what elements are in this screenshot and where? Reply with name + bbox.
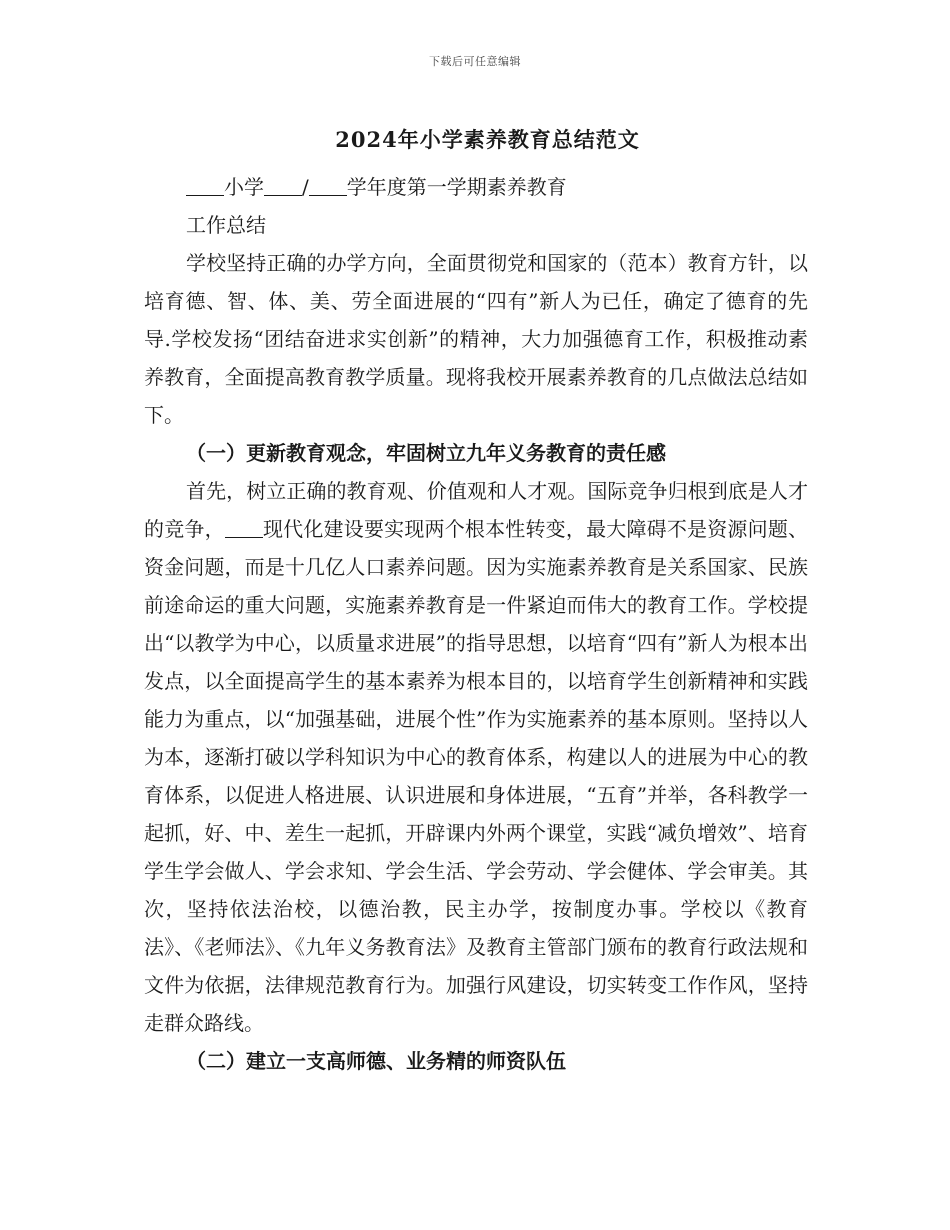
paragraph-text: 现代化建设要实现两个根本性转变，最大障碍不是资源问题、资金问题，而是十几亿人口素养问题。因为实施素养教育是关系国家、民族前途命运的重大问题，实施素养教育是一件紧迫而伟大的教育工作。学校提出“以教学为中心，以质量求进展”的指导思想，以培育“四有”新人为根本出发点，以全面提高学生的基本素养为根本目的，以培育学生创新精神和实践能力为重点，以“加强基础，进展个性”作为实施素养的基本原则。坚持以人为本，逐渐打破以学科知识为中心的教育体系，构建以人的进展为中心的教育体系，以促进人格进展、认识进展和身体进展，“五育”并举，各科教学一起抓，好、中、差生一起抓，开辟课内外两个课堂，实践“减负增效”、培育学生学会做人、学会求知、学会生活、学会劳动、学会健体、学会审美。其次，坚持依法治校，以德治教，民主办学，按制度办事。学校以《教育法》、《老师法》、《九年义务教育法》及教育主管部门颁布的教育行政法规和文件为依据，法律规范教育行为。加强行风建设，切实转变工作作风，坚持走群众路线。	[144, 517, 809, 1035]
paragraph-text: 首先，树立正确的教育观、价值观和人才观。国际竞争归根到底是人才的竞争，	[144, 479, 808, 541]
blank-field	[309, 175, 347, 196]
section-heading-2: （二）建立一支高师德、业务精的师资队伍	[186, 1049, 566, 1073]
subtitle-part: 小学	[224, 175, 264, 199]
subtitle-part: 学年度第一学期素养教育	[346, 175, 567, 199]
section1-paragraph	[144, 472, 808, 1042]
document-body	[144, 168, 808, 1080]
document-title: 2024年小学素养教育总结范文	[335, 127, 640, 152]
blank-field	[264, 175, 302, 196]
subtitle-part: /	[302, 175, 309, 199]
page-header-note: 下载后可任意编辑	[429, 55, 521, 68]
section-heading-1: （一）更新教育观念，牢固树立九年义务教育的责任感	[186, 441, 666, 465]
blank-field	[225, 517, 263, 538]
blank-field	[186, 175, 224, 196]
subtitle-line-2: 工作总结	[186, 213, 266, 237]
subtitle-line	[144, 168, 808, 206]
intro-paragraph: 学校坚持正确的办学方向，全面贯彻党和国家的（范本）教育方针，以培育德、智、体、美、劳全面进展的“四有”新人为已任，确定了德育的先导.学校发扬“团结奋进求实创新”的精神，大力加强德育工作，积极推动素养教育，全面提高教育教学质量。现将我校开展素养教育的几点做法总结如下。	[144, 251, 808, 427]
